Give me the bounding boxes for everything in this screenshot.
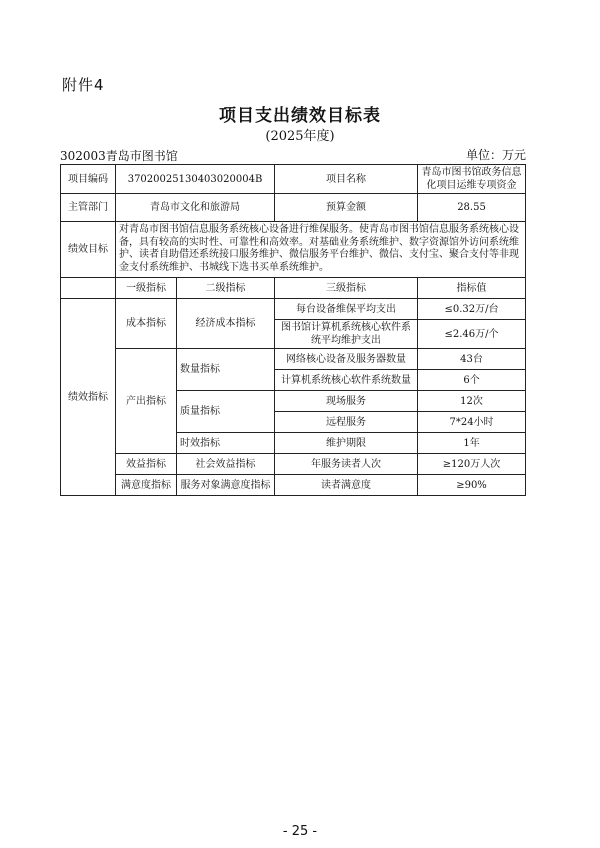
table-row xyxy=(61,349,526,370)
quantity-indicator-label: 数量指标 xyxy=(177,349,275,391)
indicator-header-row xyxy=(61,278,526,299)
department-row xyxy=(61,194,526,222)
service-satisfaction-label: 服务对象满意度指标 xyxy=(177,475,275,496)
indicator-value: 1年 xyxy=(418,433,526,454)
performance-target-table xyxy=(60,164,526,496)
indicator-name: 维护期限 xyxy=(275,433,418,454)
indicator-name: 远程服务 xyxy=(275,412,418,433)
table-row xyxy=(61,475,526,496)
satisfaction-indicator-label: 满意度指标 xyxy=(116,475,177,496)
fiscal-year: (2025年度) xyxy=(265,129,335,144)
header-blank xyxy=(61,278,116,299)
indicator-value: ≥120万人次 xyxy=(418,454,526,475)
indicator-name: 计算机系统核心软件系统数量 xyxy=(275,370,418,391)
project-code-row xyxy=(61,165,526,194)
cost-indicator-label: 成本指标 xyxy=(116,299,177,349)
economic-cost-label: 经济成本指标 xyxy=(177,299,275,349)
indicator-value: 7*24小时 xyxy=(418,412,526,433)
budget-value: 28.55 xyxy=(418,194,526,222)
project-name-value: 青岛市图书馆政务信息化项目运维专项资金 xyxy=(418,165,526,194)
project-name-label: 项目名称 xyxy=(275,165,418,194)
quality-indicator-label: 质量指标 xyxy=(177,391,275,433)
output-indicator-label: 产出指标 xyxy=(116,349,177,454)
budget-label: 预算金额 xyxy=(275,194,418,222)
annex-label: 附件4 xyxy=(62,76,105,94)
header-level3: 三级指标 xyxy=(275,278,418,299)
indicator-value: ≤0.32万/台 xyxy=(418,299,526,320)
indicator-name: 读者满意度 xyxy=(275,475,418,496)
benefit-indicator-label: 效益指标 xyxy=(116,454,177,475)
indicator-name: 每台设备维保平均支出 xyxy=(275,299,418,320)
page-number: - 25 - xyxy=(282,824,318,839)
indicator-value: 6个 xyxy=(418,370,526,391)
indicator-name: 网络核心设备及服务器数量 xyxy=(275,349,418,370)
indicator-name: 图书馆计算机系统核心软件系统平均维护支出 xyxy=(275,320,418,349)
performance-goal-text: 对青岛市图书馆信息服务系统核心设备进行维保服务。使青岛市图书馆信息服务系统核心设备，具有较高的实时性、可靠性和高效率。对基础业务系统维护、数字资源馆外访问系统维护、读者自助借还系统接口服务维护、微信服务平台维护、微信、支付宝、聚合支付等非现金支付系统维护、书城线下选书买单系统维护。 xyxy=(116,222,526,278)
header-level1: 一级指标 xyxy=(116,278,177,299)
header-level2: 二级指标 xyxy=(177,278,275,299)
indicator-name: 现场服务 xyxy=(275,391,418,412)
indicator-value: 12次 xyxy=(418,391,526,412)
project-code-label: 项目编码 xyxy=(61,165,116,194)
indicator-value: ≥90% xyxy=(418,475,526,496)
currency-unit: 单位：万元 xyxy=(465,148,526,162)
department-value: 青岛市文化和旅游局 xyxy=(116,194,275,222)
organization-code: 302003青岛市图书馆 xyxy=(60,149,178,163)
indicator-value: ≤2.46万/个 xyxy=(418,320,526,349)
project-code-value: 37020025130403020004B xyxy=(116,165,275,194)
timeliness-indicator-label: 时效指标 xyxy=(177,433,275,454)
table-row xyxy=(61,454,526,475)
indicators-label: 绩效指标 xyxy=(61,299,116,496)
page-title: 项目支出绩效目标表 xyxy=(219,106,381,126)
indicator-name: 年服务读者人次 xyxy=(275,454,418,475)
performance-goal-label: 绩效目标 xyxy=(61,222,116,278)
table-row xyxy=(61,299,526,320)
header-value: 指标值 xyxy=(418,278,526,299)
social-benefit-label: 社会效益指标 xyxy=(177,454,275,475)
department-label: 主管部门 xyxy=(61,194,116,222)
indicator-value: 43台 xyxy=(418,349,526,370)
performance-goal-row xyxy=(61,222,526,278)
